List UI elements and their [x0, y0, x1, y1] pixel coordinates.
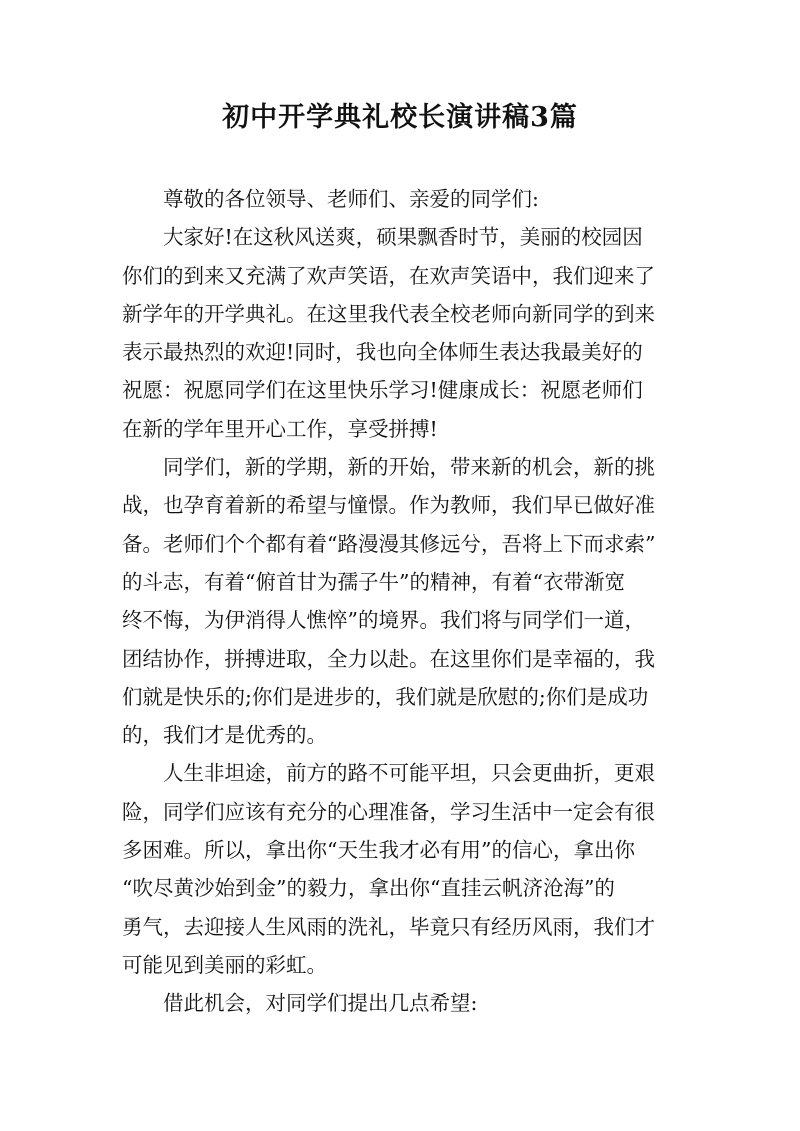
- paragraph-first-line: 借此机会，对同学们提出几点希望:: [163, 991, 478, 1016]
- paragraph-line: 祝愿：祝愿同学们在这里快乐学习!健康成长：祝愿老师们: [122, 378, 643, 403]
- paragraph-line: 表示最热烈的欢迎!同时，我也向全体师生表达我最美好的: [122, 340, 643, 365]
- paragraph-line: 战，也孕育着新的希望与憧憬。作为教师，我们早已做好准: [122, 493, 655, 518]
- paragraph-line: 终不悔，为伊消得人憔悴”的境界。我们将与同学们一道，: [122, 608, 645, 633]
- paragraph-first-line: 人生非坦途，前方的路不可能平坦，只会更曲折，更艰: [163, 761, 655, 786]
- paragraph-line: 的斗志，有着“俯首甘为孺子牛”的精神，有着“衣带渐宽: [122, 569, 625, 594]
- document-body: [122, 180, 684, 1023]
- paragraph-line: 你们的到来又充满了欢声笑语，在欢声笑语中，我们迎来了: [122, 263, 655, 288]
- paragraph-line: 多困难。所以，拿出你“天生我才必有用”的信心，拿出你: [122, 838, 635, 863]
- paragraph-line: 勇气，去迎接人生风雨的洗礼，毕竟只有经历风雨，我们才: [122, 914, 655, 939]
- paragraph-line: 可能见到美丽的彩虹。: [122, 952, 327, 977]
- paragraph-line: 的，我们才是优秀的。: [122, 723, 327, 748]
- paragraph-line: “吹尽黄沙始到金”的毅力，拿出你“直挂云帆济沧海”的: [122, 876, 615, 901]
- paragraph-first-line: 尊敬的各位领导、老师们、亲爱的同学们:: [163, 187, 539, 211]
- paragraph-line: 备。老师们个个都有着“路漫漫其修远兮，吾将上下而求索”: [122, 531, 656, 556]
- document-title: 初中开学典礼校长演讲稿3篇: [222, 102, 578, 133]
- paragraph-first-line: 大家好!在这秋风送爽，硕果飘香时节，美丽的校园因: [163, 225, 643, 250]
- paragraph-line: 险，同学们应该有充分的心理准备，学习生活中一定会有很: [122, 799, 655, 824]
- paragraph-line: 新学年的开学典礼。在这里我代表全校老师向新同学的到来: [122, 301, 655, 326]
- paragraph-line: 在新的学年里开心工作，享受拼搏!: [122, 416, 438, 441]
- paragraph-line: 们就是快乐的;你们是进步的，我们就是欣慰的;你们是成功: [122, 684, 649, 709]
- paragraph-line: 团结协作，拼搏进取，全力以赴。在这里你们是幸福的，我: [122, 646, 655, 671]
- paragraph-first-line: 同学们，新的学期，新的开始，带来新的机会，新的挑: [163, 455, 655, 480]
